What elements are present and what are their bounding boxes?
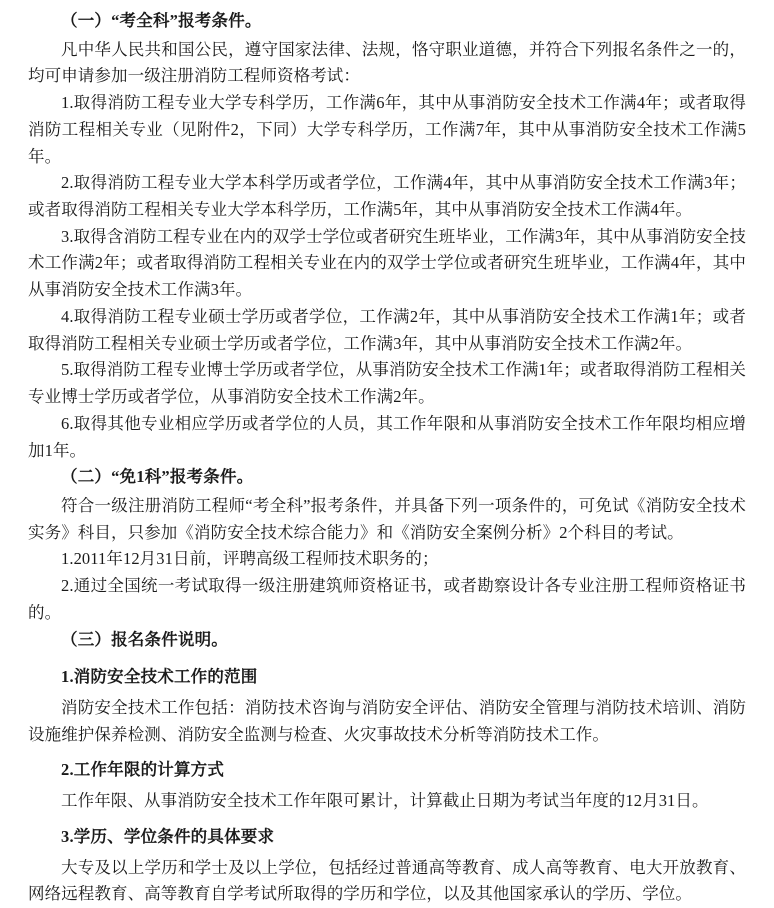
section-heading-kaoquanke: （一）“考全科”报考条件。 [61,11,262,30]
section-kaoquanke [28,8,746,464]
paragraph-condition-1: 1.取得消防工程专业大学专科学历，工作满6年，其中从事消防安全技术工作满4年；或者取得消防工程相关专业（见附件2，下同）大学专科学历，工作满7年，其中从事消防安全技术工作满5年。 [28,93,746,166]
paragraph-condition-2: 2.取得消防工程专业大学本科学历或者学位，工作满4年，其中从事消防安全技术工作满3年；或者取得消防工程相关专业大学本科学历，工作满5年，其中从事消防安全技术工作满4年。 [28,173,746,220]
paragraph-eligibility-intro: 凡中华人民共和国公民，遵守国家法律、法规，恪守职业道德，并符合下列报名条件之一的，均可申请参加一级注册消防工程师资格考试： [28,39,746,86]
paragraph-condition-6: 6.取得其他专业相应学历或者学位的人员，其工作年限和从事消防安全技术工作年限均相应增加1年。 [28,413,746,460]
paragraph-exemption-intro: 符合一级注册消防工程师“考全科”报考条件，并具备下列一项条件的，可免试《消防安全技术实务》科目，只参加《消防安全技术综合能力》和《消防安全案例分析》2个科目的考试。 [28,495,746,542]
paragraph-condition-3: 3.取得含消防工程专业在内的双学士学位或者研究生班毕业，工作满3年，其中从事消防安全技术工作满2年；或者取得消防工程相关专业在内的双学士学位或者研究生班毕业，工作满4年，其中从事消防安全技术工作满3年。 [28,226,746,300]
subsection-title-years: 2.工作年限的计算方式 [61,760,225,780]
subsection-body-scope: 消防安全技术工作包括：消防技术咨询与消防安全评估、消防安全管理与消防技术培训、消防设施维护保养检测、消防安全监测与检查、火灾事故技术分析等消防技术工作。 [28,697,746,744]
section-heading-shuoming: （三）报名条件说明。 [61,629,228,649]
spacer [28,815,746,824]
subsection-title-degree: 3.学历、学位条件的具体要求 [61,826,275,846]
paragraph-exemption-1: 1.2011年12月31日前，评聘高级工程师技术职务的； [61,549,439,569]
subsection-title-scope: 1.消防安全技术工作的范围 [61,667,258,687]
subsection-body-degree: 大专及以上学历和学士及以上学位，包括经过普通高等教育、成人高等教育、电大开放教育、网络远程教育、高等教育自学考试所取得的学历和学位，以及其他国家承认的学历、学位。 [28,857,746,904]
paragraph-exemption-2: 2.通过全国统一考试取得一级注册建筑师资格证书，或者勘察设计各专业注册工程师资格证书的。 [28,576,746,622]
subsection-body-years: 工作年限、从事消防安全技术工作年限可累计，计算截止日期为考试当年度的12月31日。 [61,791,709,811]
paragraph-condition-4: 4.取得消防工程专业硕士学历或者学位，工作满2年，其中从事消防安全技术工作满1年；或者取得消防工程相关专业硕士学历或者学位，工作满3年，其中从事消防安全技术工作满2年。 [28,306,746,353]
section-mian1ke [28,464,746,626]
spacer [28,655,746,664]
section-heading-mian1ke: （二）“免1科”报考条件。 [61,467,254,487]
spacer [28,748,746,757]
paragraph-condition-5: 5.取得消防工程专业博士学历或者学位，从事消防安全技术工作满1年；或者取得消防工程相关专业博士学历或者学位，从事消防安全技术工作满2年。 [28,360,746,407]
section-shuoming [28,627,746,908]
